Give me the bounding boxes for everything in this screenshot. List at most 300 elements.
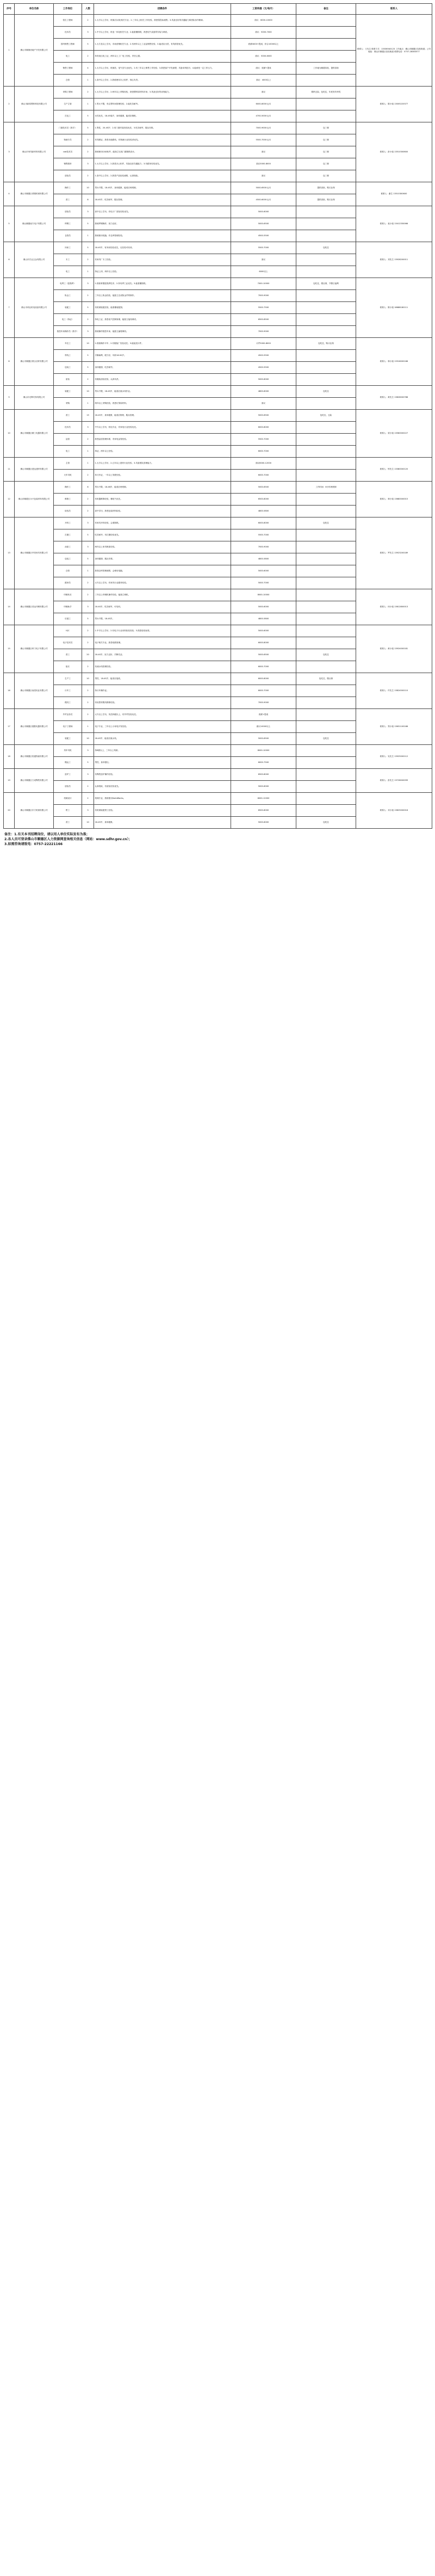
job-position: 物流专员	[54, 134, 82, 146]
job-count: 1	[82, 398, 94, 410]
company-contact: 联系人：林小姐 13316000166	[356, 338, 432, 386]
job-salary: 7000-9000	[231, 326, 296, 338]
job-remark: 包三餐	[296, 122, 356, 134]
job-position: 印刷助手	[54, 601, 82, 613]
job-remark	[296, 470, 356, 482]
job-position: 机械设计	[54, 793, 82, 805]
job-position: 油漆工	[54, 541, 82, 553]
job-count: 10	[82, 817, 94, 829]
job-remark: 工作地为顺德容桂，提供食宿	[296, 63, 356, 75]
job-remark	[296, 697, 356, 709]
job-salary: 面议：6000-10000	[231, 15, 296, 27]
job-remark	[296, 494, 356, 506]
job-requirements: 男女不限，18-48岁，能适应两班倒。	[94, 482, 231, 494]
job-requirements: 有铝型材模具维修经验。	[94, 697, 231, 709]
job-salary: 4800-6000	[231, 386, 296, 398]
job-salary: 5000-6500	[231, 649, 296, 661]
job-remark	[296, 446, 356, 458]
job-requirements: 1.大专以上学历；2.五年以上建材行业经验；3.具备团队管理能力。	[94, 458, 231, 470]
job-salary: 6000-8000元/月	[231, 98, 296, 110]
job-remark	[296, 589, 356, 601]
job-position: 主管	[54, 458, 82, 470]
job-position: 窑炉工	[54, 769, 82, 781]
job-requirements: 有机器维修经验，懂电气优先。	[94, 494, 231, 506]
job-remark	[296, 757, 356, 769]
job-remark: 包吃住，五险	[296, 410, 356, 422]
job-requirements: 1.中专以上学历；2.有电子行业来料检验经验；3.熟悉检验标准。	[94, 625, 231, 637]
job-salary: 8000-10000	[231, 745, 296, 757]
job-remark: 包吃住	[296, 517, 356, 529]
company-number: 18	[4, 745, 15, 769]
job-requirements: 持有低压电工证，两年以上工厂电工经验，责任心强。	[94, 51, 231, 63]
table-row	[4, 458, 432, 470]
footer-note-1: 备注：1.有关本刊招聘岗位，请以用人单位实际发布为准；	[4, 833, 90, 836]
job-remark	[296, 230, 356, 242]
job-requirements: 18-45岁，吃苦耐劳，服从管理。	[94, 194, 231, 206]
job-count: 2	[82, 51, 94, 63]
job-position: 采购	[54, 398, 82, 410]
job-position: 仓管员	[54, 230, 82, 242]
job-count: 3	[82, 541, 94, 553]
job-remark: 工作时间：8小时两班倒	[296, 482, 356, 494]
job-salary: 5000-6000	[231, 206, 296, 218]
job-remark: 包吃住	[296, 242, 356, 254]
company-name: 佛山市新原塑料科技有限公司	[15, 87, 54, 122]
job-salary: 5000-6500元/月	[231, 182, 296, 194]
job-salary: 6000-7000	[231, 470, 296, 482]
job-count: 2	[82, 697, 94, 709]
job-count: 10	[82, 386, 94, 398]
job-count: 2	[82, 685, 94, 697]
job-requirements: 18-45岁，有冲床经验优先，无经验可培训。	[94, 242, 231, 254]
job-position: 后道工	[54, 613, 82, 625]
job-requirements: 持行车操作证。	[94, 685, 231, 697]
job-remark: 包吃住	[296, 649, 356, 661]
job-requirements: 18-40岁，视力良好，手脚灵活。	[94, 649, 231, 661]
company-number: 10	[4, 410, 15, 458]
job-count: 3	[82, 422, 94, 434]
table-row	[4, 769, 432, 781]
job-position: 操作工	[54, 182, 82, 194]
company-contact: 联系人：王先生 联系方式：13536540123 工作地点：佛山市顺德区容桂街道；公司地址：佛山市顺德区容桂街道 联系电话：0757-28383577	[356, 15, 432, 87]
job-requirements: 持B照以上，三年以上驾龄。	[94, 745, 231, 757]
job-salary: 5000-6000	[231, 374, 296, 386]
job-position: 搬运工	[54, 757, 82, 769]
job-count: 5	[82, 757, 94, 769]
table-row	[4, 709, 432, 721]
table-row	[4, 482, 432, 494]
job-remark	[296, 458, 356, 470]
job-salary: 7000-9000	[231, 290, 296, 302]
job-position: 跟单员	[54, 577, 82, 589]
job-count: 2	[82, 577, 94, 589]
job-position: 仓管	[54, 565, 82, 577]
job-requirements: 电子相关专业，熟悉电路原理。	[94, 637, 231, 649]
job-position: 装配工	[54, 733, 82, 745]
job-count: 2	[82, 494, 94, 506]
company-contact: 联系人：黄先生 13826000788	[356, 386, 432, 410]
job-requirements: 中专以上学历，机电专业，有家电行业经验优先。	[94, 422, 231, 434]
job-position: 叉车司机	[54, 470, 82, 482]
header-position: 工作岗位	[54, 4, 82, 15]
table-row	[4, 386, 432, 398]
company-name: 佛山市顺德区东方机械有限公司	[15, 793, 54, 829]
job-count: 3	[82, 805, 94, 817]
job-requirements: 男女不限，18-45岁，身体健康，能适应两班倒。	[94, 182, 231, 194]
job-requirements: 1.大专以上学历；2.熟悉办公软件，具备良好沟通能力；3.有跟单经验优先。	[94, 158, 231, 170]
job-requirements: 熟练使用CAD软件，能独立完成门窗图纸设计。	[94, 146, 231, 158]
job-count: 2	[82, 290, 94, 302]
job-remark	[296, 314, 356, 326]
job-salary: 7000-9000	[231, 541, 296, 553]
job-salary: 5500-7000	[231, 242, 296, 254]
company-contact: 联系人：罗先生 13923200189	[356, 517, 432, 589]
job-position: 电工（持证）	[54, 314, 82, 326]
company-name: 佛山市顺德区联合纺织有限公司	[15, 338, 54, 386]
company-number: 13	[4, 517, 15, 589]
company-contact: 联系人：钟先生 13380000120	[356, 458, 432, 482]
job-salary: 6500-8000	[231, 769, 296, 781]
job-remark	[296, 302, 356, 314]
company-number: 3	[4, 122, 15, 182]
company-name: 佛山市荣茂新材料有限公司	[15, 122, 54, 182]
job-requirements: 女性优先，18-45周岁，身体健康，能适应倒班。	[94, 110, 231, 122]
company-number: 14	[4, 589, 15, 625]
job-requirements: 1.大专以上学历，机械/自动化相关专业；2.三年以上相关工作经验，熟悉招投标流程；3.具备良好的沟通能力和团队协作精神。	[94, 15, 231, 27]
job-requirements: 1.男女不限，有注塑车间管理经验；2.能吃苦耐劳。	[94, 98, 231, 110]
job-salary: 6000以上	[231, 266, 296, 278]
job-count: 1	[82, 458, 94, 470]
job-remark	[296, 769, 356, 781]
job-requirements: 1.熟练掌握氩弧焊技术；2.持有焊工证优先；3.能看懂图纸。	[94, 278, 231, 290]
job-count: 5	[82, 529, 94, 541]
job-remark: 包吃住，购买社保	[296, 338, 356, 350]
job-requirements: 有家具厂木工经验。	[94, 254, 231, 266]
job-count: 5	[82, 110, 94, 122]
job-remark	[296, 15, 356, 27]
job-requirements: 有流水线管理经验。	[94, 661, 231, 673]
header-contact: 联系人	[356, 4, 432, 15]
table-row	[4, 206, 432, 218]
company-number: 11	[4, 458, 15, 482]
job-salary: 6000-8000	[231, 517, 296, 529]
job-requirements: 身体健康，服从安排。	[94, 553, 231, 565]
job-remark	[296, 422, 356, 434]
job-remark	[296, 110, 356, 122]
job-count: 2	[82, 87, 94, 98]
job-requirements: 男女不限，18-45岁。	[94, 613, 231, 625]
job-requirements: 吃苦耐劳，有打磨经验优先。	[94, 529, 231, 541]
job-salary: 5000-6500	[231, 733, 296, 745]
footer-note-2: 2.各人员可登录佛山市顺德区人力资源网查询相关信息（网站：www.sdhr.gov.cn）；	[4, 837, 132, 841]
job-requirements: 1.大专以上学历，机械类、电气类专业优先；2.有三年以上销售工作经验；3.熟悉客户开发流程，具备谈判技巧；4.能承受一定工作压力。	[94, 63, 231, 75]
job-position: 采购工程师	[54, 87, 82, 98]
job-salary: 4800-5800	[231, 613, 296, 625]
job-remark: 包吃住	[296, 386, 356, 398]
job-salary: 底薪4000+提成，综合10000以上	[231, 39, 296, 51]
job-remark	[296, 565, 356, 577]
footer-notes	[3, 832, 432, 847]
job-salary: 6500-8000	[231, 805, 296, 817]
job-position: 剪线工	[54, 350, 82, 362]
job-position: 行车工	[54, 685, 82, 697]
job-position: 车位工	[54, 338, 82, 350]
job-salary: 5000-6000	[231, 565, 296, 577]
job-count: 1	[82, 98, 94, 110]
job-remark: 包三餐	[296, 158, 356, 170]
job-count: 2	[82, 146, 94, 158]
job-requirements: 电子专业，三年以上小家电开发经验。	[94, 721, 231, 733]
job-requirements: 1.男性，20-45岁；2.有门窗安装经验优先；3.吃苦耐劳，服从安排。	[94, 122, 231, 134]
table-row	[4, 793, 432, 805]
company-number: 2	[4, 87, 15, 122]
job-remark	[296, 625, 356, 637]
job-salary: 计件5000-8000	[231, 338, 296, 350]
job-salary: 面议8000-12000	[231, 458, 296, 470]
job-position: 钳工	[54, 805, 82, 817]
company-name: 佛山市顺德区华美家具有限公司	[15, 517, 54, 589]
job-remark	[296, 98, 356, 110]
job-salary: 4500-5500	[231, 230, 296, 242]
recruitment-table	[3, 3, 432, 829]
job-remark	[296, 27, 356, 39]
job-salary: 7000-9000	[231, 697, 296, 709]
job-requirements: 1.熟练操作平车；2.有服装厂经验优先；3.能接受计件。	[94, 338, 231, 350]
job-requirements: 有陶瓷窑炉操作经验。	[94, 769, 231, 781]
table-row	[4, 122, 432, 134]
job-salary: 6500-8000	[231, 494, 296, 506]
job-remark	[296, 75, 356, 87]
job-count: 5	[82, 122, 94, 134]
company-name: 佛山市顺德区精工电器有限公司	[15, 410, 54, 458]
job-count: 3	[82, 326, 94, 338]
job-position: 电焊工（氩弧焊）	[54, 278, 82, 290]
job-remark	[296, 254, 356, 266]
job-salary: 4500-6000元/月	[231, 194, 296, 206]
job-remark: 包吃住	[296, 733, 356, 745]
job-remark	[296, 745, 356, 757]
job-remark	[296, 350, 356, 362]
company-contact: 联系人：谢生 13510300600	[356, 182, 432, 206]
job-salary: 面议	[231, 254, 296, 266]
job-salary: 面议：5000-7000	[231, 27, 296, 39]
job-salary: 面议	[231, 170, 296, 182]
job-position: 操作工	[54, 482, 82, 494]
company-number: 19	[4, 769, 15, 793]
job-salary: 5500-7000	[231, 529, 296, 541]
footer-note-3: 3.如需咨询请致电：0757-22221166	[4, 842, 63, 846]
job-position: 冲床工	[54, 242, 82, 254]
job-requirements: 有机械装配钳工经验。	[94, 805, 231, 817]
job-remark	[296, 661, 356, 673]
job-requirements: 18-45岁，身体健康。	[94, 817, 231, 829]
job-count: 2	[82, 661, 94, 673]
header-company: 单位名称	[15, 4, 54, 15]
job-remark	[296, 506, 356, 517]
job-salary: 4700-5000元/月	[231, 110, 296, 122]
job-position: 模具工	[54, 697, 82, 709]
job-requirements: 男性，身体强壮。	[94, 757, 231, 769]
job-position: 外贸业务员	[54, 709, 82, 721]
job-remark	[296, 721, 356, 733]
job-requirements: 18-45岁，身体健康，能适应倒班，服从管理。	[94, 410, 231, 422]
job-salary: 5000-6500	[231, 482, 296, 494]
job-salary: 5000-6000	[231, 625, 296, 637]
company-number: 16	[4, 673, 15, 709]
table-row	[4, 182, 432, 194]
job-requirements: 1.大专及以上学历，市场营销相关专业；2.有两年以上工业品销售经验；3.能适应出差，有驾照者优先。	[94, 39, 231, 51]
job-salary: 6000-8000	[231, 673, 296, 685]
company-contact: 联系人：许先生 13824500110	[356, 673, 432, 709]
job-count: 1	[82, 266, 94, 278]
table-row	[4, 589, 432, 601]
job-salary: 6000-7000	[231, 446, 296, 458]
job-salary: 面议	[231, 398, 296, 410]
table-row	[4, 745, 432, 757]
job-salary: 5000-6000	[231, 781, 296, 793]
job-salary: 面议：底薪+提成	[231, 63, 296, 75]
job-count: 2	[82, 434, 94, 446]
job-count: 3	[82, 27, 94, 39]
job-requirements: 持电工证，熟悉电气控制原理，能独立接线调试。	[94, 314, 231, 326]
job-salary: 6000-7000	[231, 661, 296, 673]
job-position: 数控车床操作员（熟手）	[54, 326, 82, 338]
job-remark: 提供食宿，购买社保	[296, 194, 356, 206]
job-remark: 包吃住	[296, 817, 356, 829]
job-count: 1	[82, 446, 94, 458]
company-contact: 联系人：莫小姐 13412330066	[356, 206, 432, 242]
job-position: 质检员	[54, 206, 82, 218]
job-position: 货车司机	[54, 745, 82, 757]
company-number: 8	[4, 338, 15, 386]
job-count: 1	[82, 565, 94, 577]
company-name: 佛山市顺德区鸿锦机械有限公司	[15, 182, 54, 206]
job-requirements: 1.高中以上学历；2.熟练使用办公软件，细心负责。	[94, 75, 231, 87]
job-count: 2	[82, 781, 94, 793]
job-position: 电子工程师	[54, 721, 82, 733]
job-remark	[296, 218, 356, 230]
job-count: 3	[82, 745, 94, 757]
job-salary: 8000-12000	[231, 793, 296, 805]
job-count: 20	[82, 649, 94, 661]
company-number: 1	[4, 15, 15, 87]
company-name: 佛山市顺德区天成陶瓷有限公司	[15, 769, 54, 793]
job-count: 2	[82, 170, 94, 182]
job-position: 打包工	[54, 110, 82, 122]
job-position: 打磨工	[54, 529, 82, 541]
company-contact: 联系人：刘先生 13928200011	[356, 242, 432, 278]
job-requirements: 熟悉品质管理体系，有家电品管经验。	[94, 434, 231, 446]
job-position: 包装工	[54, 362, 82, 374]
job-position: 印刷机长	[54, 589, 82, 601]
company-contact: 联系人：彭小姐 13510300600	[356, 122, 432, 182]
table-body	[4, 15, 432, 829]
job-position: 仓管	[54, 75, 82, 87]
header-requirements: 招聘条件	[94, 4, 231, 15]
header-num: 序号	[4, 4, 15, 15]
header-salary: 工资待遇（元/每月）	[231, 4, 296, 15]
job-count: 10	[82, 338, 94, 350]
job-position: 电工	[54, 446, 82, 458]
job-count: 3	[82, 206, 94, 218]
job-position: 质检	[54, 374, 82, 386]
job-remark	[296, 577, 356, 589]
job-count: 5	[82, 362, 94, 374]
job-count: 5	[82, 218, 94, 230]
company-name: 佛山市顺德区美达印刷有限公司	[15, 589, 54, 625]
job-requirements: 大专以上学历，英语四级以上，有外贸经验优先。	[94, 709, 231, 721]
job-salary: 4500-5500	[231, 350, 296, 362]
job-requirements: 高中学历，熟悉包装材料检验。	[94, 506, 231, 517]
company-contact: 联系人：梁小姐 13560000227	[356, 410, 432, 458]
table-row	[4, 625, 432, 637]
job-count: 2	[82, 470, 94, 482]
job-requirements: 有机械装配经验，能看懂装配图。	[94, 302, 231, 314]
job-requirements: 18-40岁，吃苦耐劳，可培训。	[94, 601, 231, 613]
job-position: 生产主管	[54, 98, 82, 110]
job-requirements: 熟练焊锡操作，视力良好。	[94, 218, 231, 230]
table-row	[4, 410, 432, 422]
job-salary: 面议5000-8000	[231, 158, 296, 170]
company-name: 佛山顺德南方电子有限公司	[15, 206, 54, 242]
job-requirements: 大专以上学历，有家具行业跟单经验。	[94, 577, 231, 589]
company-name: 佛山市顺德区德胜电器有限公司	[15, 709, 54, 745]
job-position: 国内销售工程师	[54, 39, 82, 51]
job-position: 电工	[54, 266, 82, 278]
job-count: 2	[82, 793, 94, 805]
job-position: 焊锡工	[54, 218, 82, 230]
job-salary: 6500-8500	[231, 314, 296, 326]
job-salary: 5000-6500	[231, 218, 296, 230]
job-salary: 底薪+提成	[231, 709, 296, 721]
company-number: 4	[4, 182, 15, 206]
job-count: 2	[82, 506, 94, 517]
job-position: 普工	[54, 410, 82, 422]
job-salary: 6000-7500	[231, 757, 296, 769]
job-requirements: 持证，两年以上经验。	[94, 446, 231, 458]
job-requirements: 熟练操作数控车床，能独立编程调机。	[94, 326, 231, 338]
job-salary: 5500-7000元/月	[231, 134, 296, 146]
job-salary: 面议	[231, 146, 296, 158]
job-remark	[296, 51, 356, 63]
job-requirements: 三年以上印刷机操作经验，能独立调机。	[94, 589, 231, 601]
job-count: 1	[82, 75, 94, 87]
job-count: 10	[82, 182, 94, 194]
company-name: 佛山市顺德区建达建材有限公司	[15, 458, 54, 482]
job-requirements: 认真细致，有质检经验优先。	[94, 781, 231, 793]
job-count: 1	[82, 230, 94, 242]
job-salary: 面议	[231, 87, 296, 98]
job-count: 5	[82, 350, 94, 362]
header-count: 人数	[82, 4, 94, 15]
company-number: 17	[4, 709, 15, 745]
job-requirements: 18-45岁，能适应流水线。	[94, 733, 231, 745]
job-count: 4	[82, 63, 94, 75]
job-salary: 8000-10000	[231, 589, 296, 601]
job-position: 装配工	[54, 302, 82, 314]
job-position: 钣金工	[54, 290, 82, 302]
job-remark	[296, 805, 356, 817]
job-count: 10	[82, 733, 94, 745]
job-position: 普工	[54, 817, 82, 829]
job-requirements: 男女不限，18-45岁，能适应流水线作业。	[94, 386, 231, 398]
job-requirements: 手脚麻利，眼力好，年龄18-50岁。	[94, 350, 231, 362]
company-number: 5	[4, 206, 15, 242]
job-salary: 5500-7500	[231, 302, 296, 314]
job-remark	[296, 601, 356, 613]
job-count: 2	[82, 254, 94, 266]
job-remark: 提供食宿，购买社保	[296, 182, 356, 194]
